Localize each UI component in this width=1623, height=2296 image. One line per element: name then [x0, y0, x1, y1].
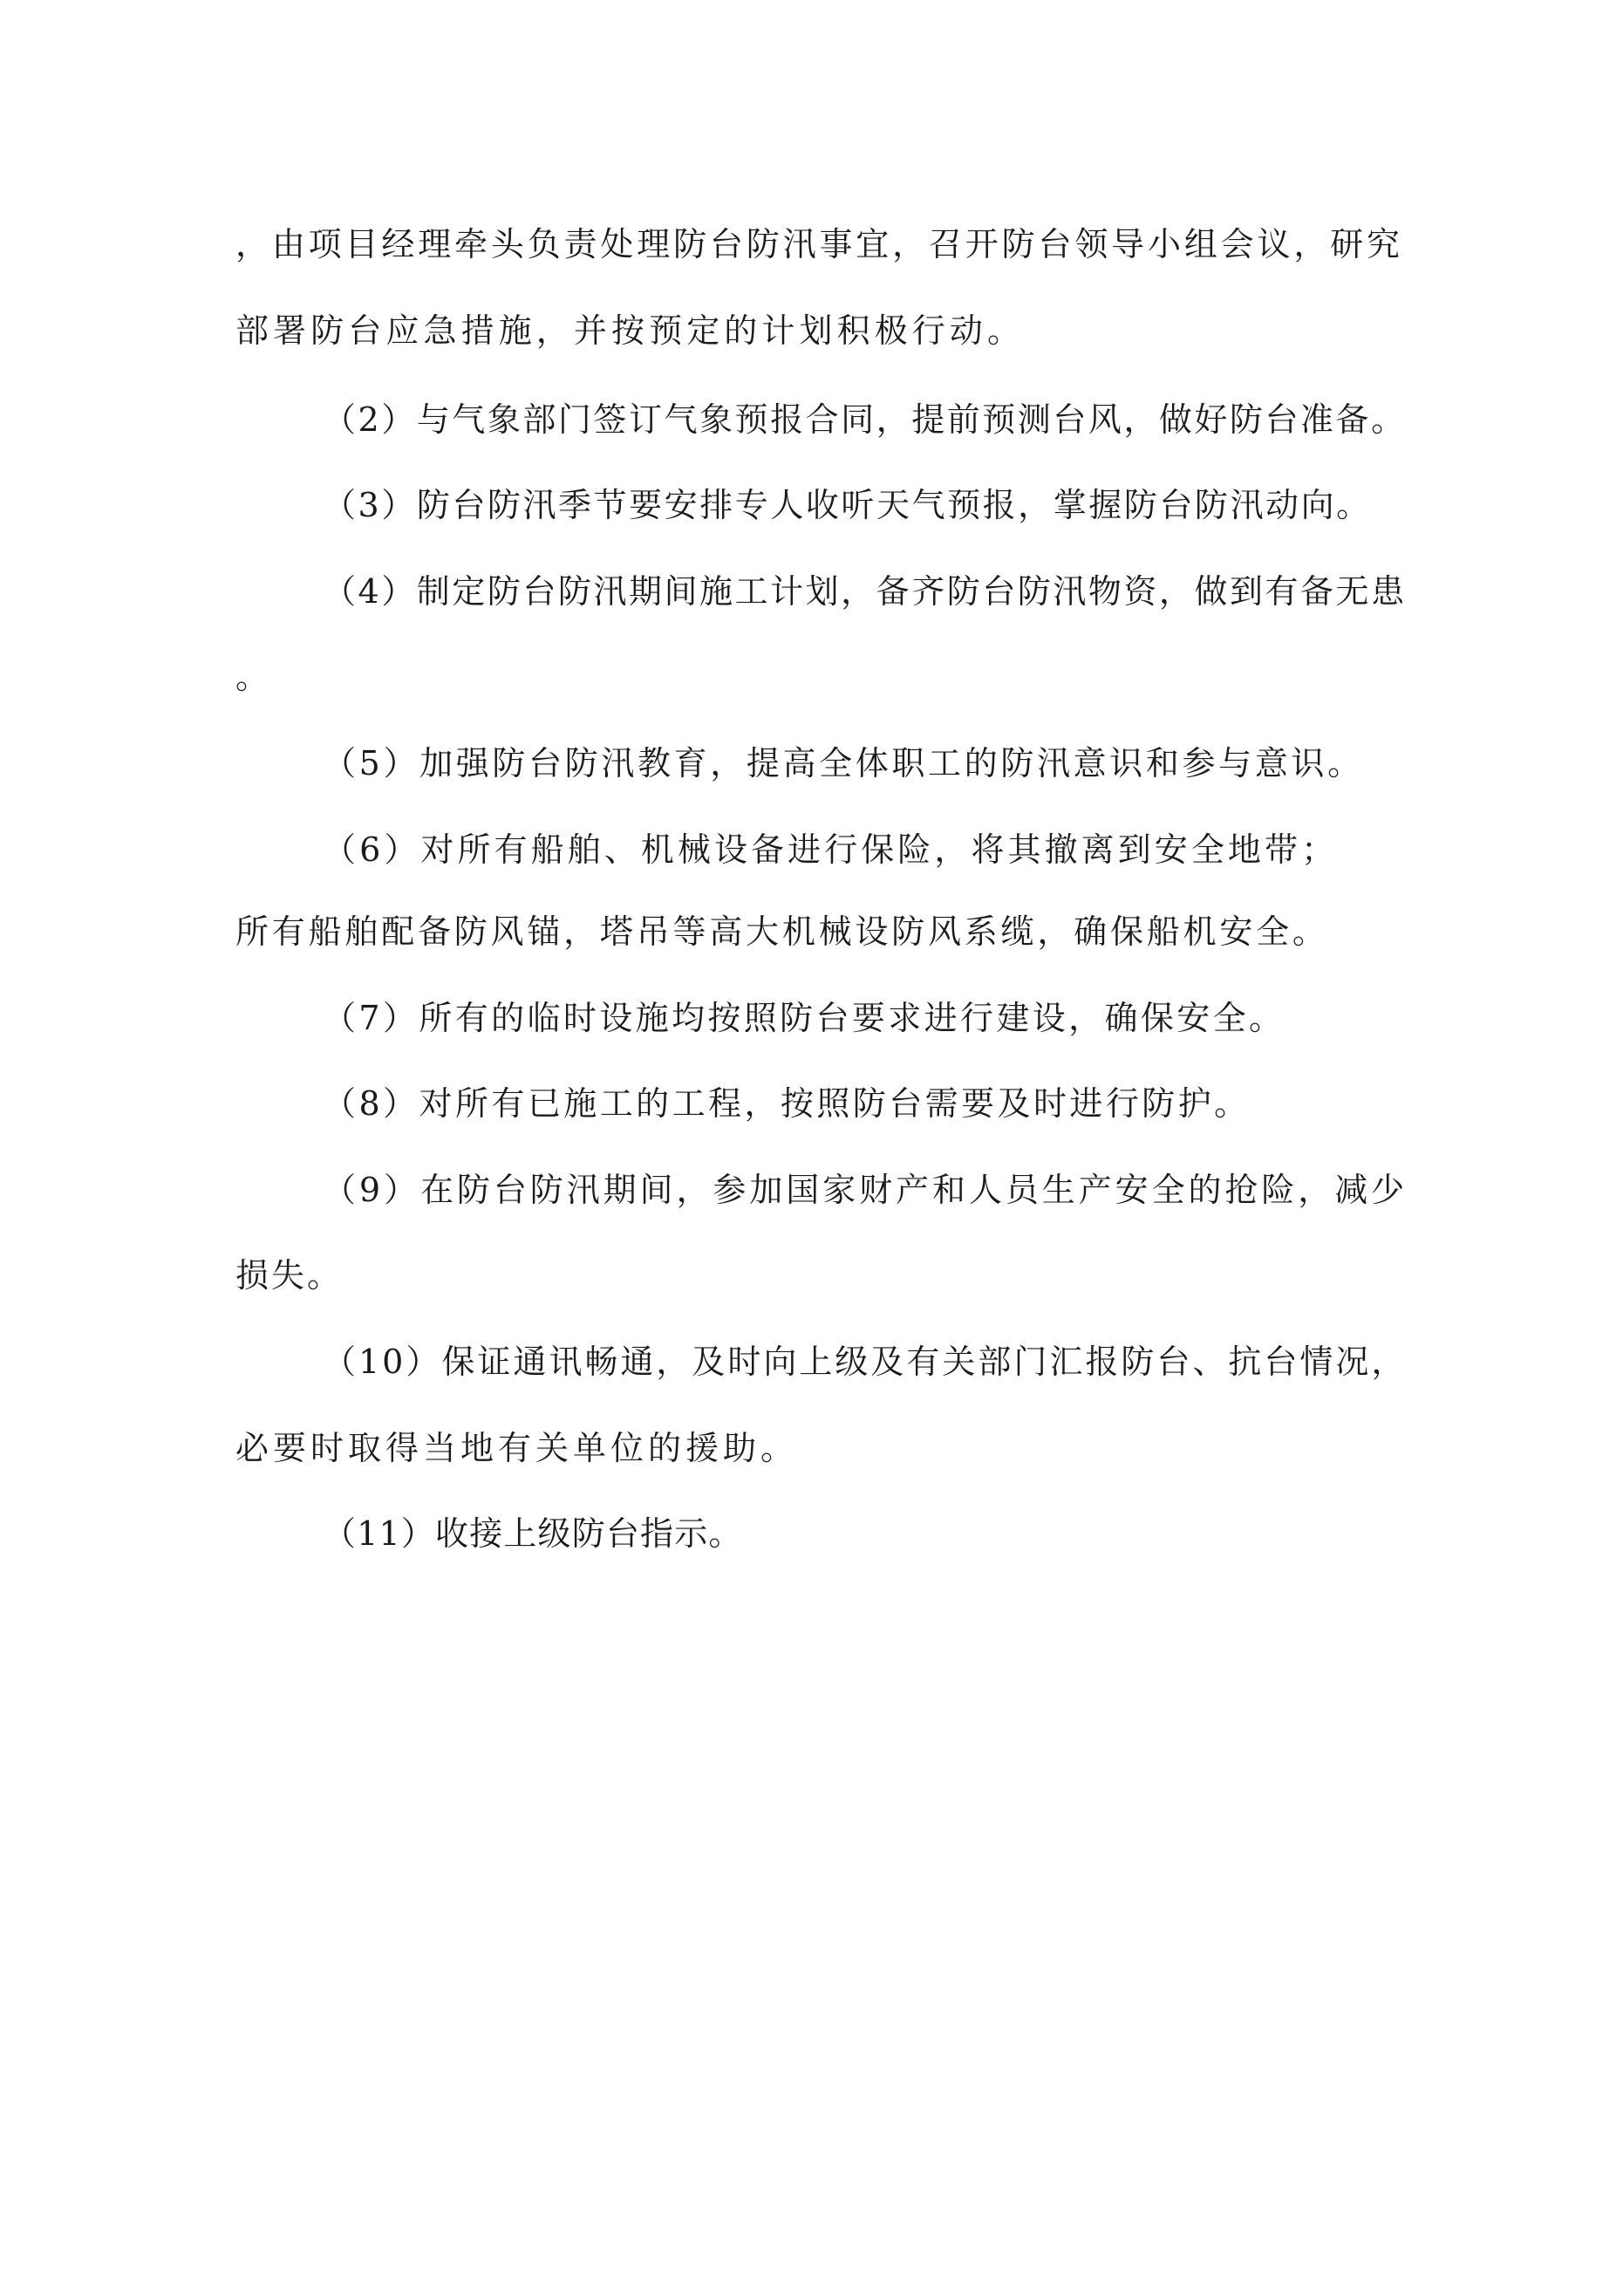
item-3: （3）防台防汛季节要安排专人收听天气预报，掌握防台防汛动向。	[323, 486, 1372, 524]
item-11: （11）收接上级防台指示。	[323, 1514, 743, 1553]
paragraph-1-line-2: 部署防台应急措施，并按预定的计划积极行动。	[235, 311, 1026, 350]
item-6-line-1: （6）对所有船舶、机械设备进行保险，将其撤离到安全地带；	[323, 830, 1339, 869]
item-4-line-1: （4）制定防台防汛期间施工计划，备齐防台防汛物资，做到有备无患	[323, 572, 1407, 611]
item-6-line-2: 所有船舶配备防风锚，塔吊等高大机械设防风系缆，确保船机安全。	[235, 912, 1329, 951]
item-4-line-2: 。	[235, 658, 269, 696]
item-7: （7）所有的临时设施均按照防台要求进行建设，确保安全。	[323, 999, 1285, 1037]
item-5: （5）加强防台防汛教育，提高全体职工的防汛意识和参与意识。	[323, 744, 1364, 782]
item-9-line-1: （9）在防台防汛期间，参加国家财产和人员生产安全的抢险，减少	[323, 1171, 1408, 1209]
paragraph-1-line-1: ，由项目经理牵头负责处理防台防汛事宜，召开防台领导小组会议，研究	[235, 225, 1403, 263]
item-2: （2）与气象部门签订气象预报合同，提前预测台风，做好防台准备。	[323, 400, 1407, 439]
item-10-line-2: 必要时取得当地有关单位的援助。	[235, 1429, 799, 1467]
item-9-line-2: 损失。	[235, 1256, 344, 1295]
item-10-line-1: （10）保证通讯畅通，及时向上级及有关部门汇报防台、抗台情况，	[323, 1343, 1408, 1381]
item-8: （8）对所有已施工的工程，按照防台需要及时进行防护。	[323, 1084, 1251, 1123]
